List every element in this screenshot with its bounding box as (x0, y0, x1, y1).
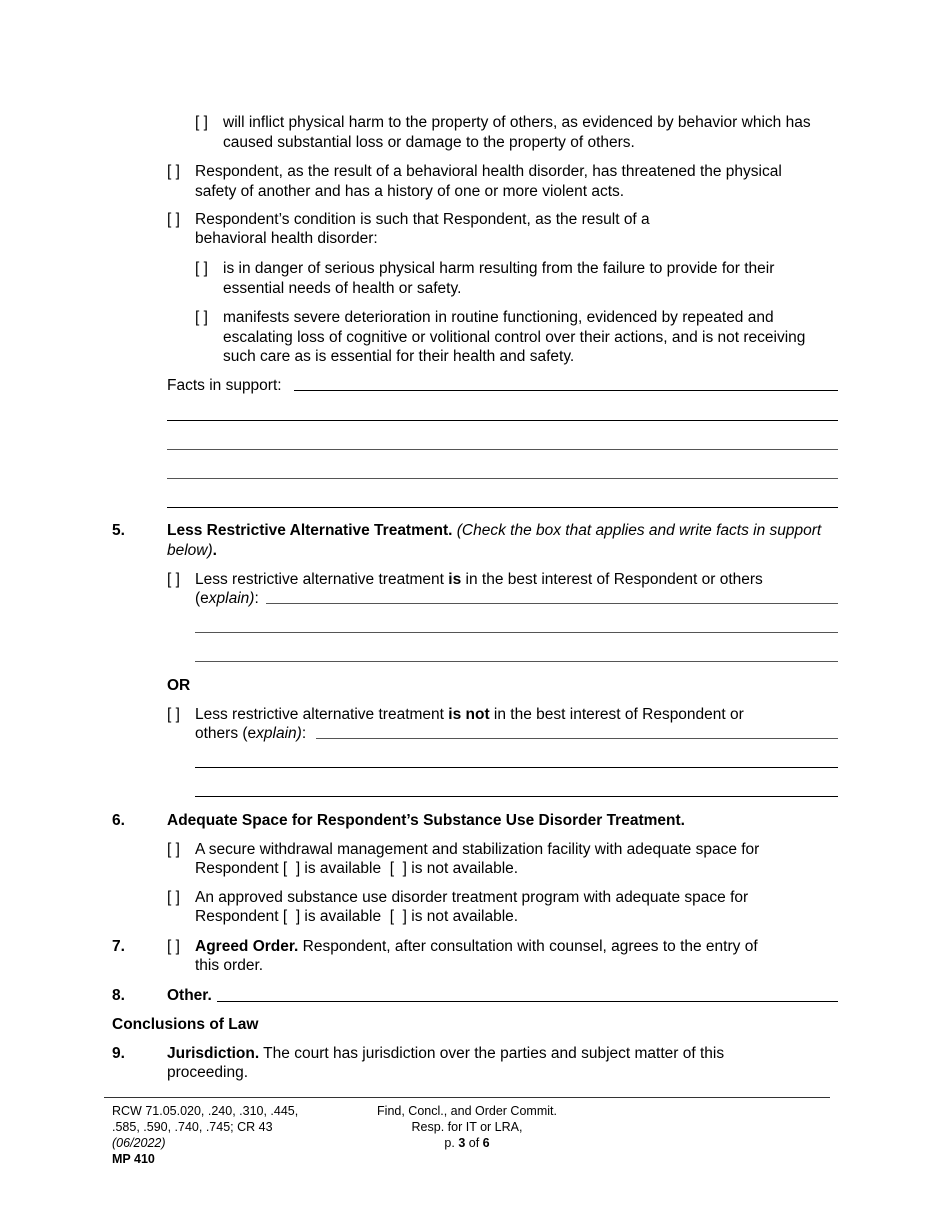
lra-best-interest-explain-pre: (e (195, 590, 209, 607)
lra-not-best-interest-text (195, 705, 744, 725)
section-7-number: 7. (112, 938, 125, 955)
lra-best-interest-explain-post: : (254, 590, 259, 607)
lra-best-interest-line-3[interactable] (195, 661, 838, 662)
section-8-title: Other. (167, 987, 212, 1004)
agreed-order-line1 (195, 937, 758, 957)
danger-text: is in danger of serious physical harm resulting from the failure to provide for their essential needs of health or safety. (223, 260, 775, 297)
footer-page-total: 6 (482, 1136, 490, 1150)
facts-line-4[interactable] (167, 478, 838, 479)
agreed-order-title: Agreed Order. (195, 938, 299, 955)
or-label: OR (167, 677, 191, 694)
property-harm-text: will inflict physical harm to the property of others, as evidenced by behavior which has caused substantial loss or damage to the property of others. (223, 114, 811, 151)
facts-line-5[interactable] (167, 507, 838, 508)
lra-not-best-interest-bold: is not (448, 706, 490, 723)
lra-best-interest-text (195, 570, 763, 590)
footer-title-line2: Resp. for IT or LRA, (411, 1120, 523, 1134)
section-5-instruction: (Check the box that applies and write facts in support below) (167, 522, 822, 559)
lra-best-interest-checkbox[interactable]: [ ] (167, 571, 180, 588)
condition-text-line2: behavioral health disorder: (195, 230, 378, 247)
agreed-order-text: Respondent, after consultation with counsel, agrees to the entry of (298, 938, 758, 955)
agreed-order-line2: this order. (195, 957, 264, 974)
deterioration-text: manifests severe deterioration in routine functioning, evidenced by repeated and escalating loss of cognitive or volitional control over their actions, and is not receiving such care as is essential for their health and safety. (223, 309, 806, 365)
conclusions-of-law-heading: Conclusions of Law (112, 1016, 259, 1033)
lra-best-interest-bold: is (448, 571, 462, 588)
other-line[interactable] (217, 1001, 838, 1002)
sud-program-line1: An approved substance use disorder treatment program with adequate space for (195, 889, 749, 906)
footer-title-line1: Find, Concl., and Order Commit. (377, 1104, 557, 1118)
condition-checkbox[interactable]: [ ] (167, 211, 180, 228)
lra-not-best-interest-explain-post: : (301, 725, 307, 742)
section-5-title: Less Restrictive Alternative Treatment. (167, 522, 453, 539)
facts-line-1[interactable] (294, 390, 838, 391)
lra-best-interest-explain (195, 589, 259, 609)
jurisdiction-line1 (167, 1044, 724, 1064)
withdrawal-facility-line2: Respondent [ ] is available [ ] is not available. (195, 860, 519, 877)
lra-not-best-interest-explain (195, 724, 306, 744)
lra-best-interest-post: in the best interest of Respondent or others (461, 571, 763, 588)
facts-line-2[interactable] (167, 420, 838, 421)
danger-checkbox[interactable]: [ ] (195, 260, 208, 277)
footer-page-pre: p. (444, 1136, 459, 1150)
section-8-number: 8. (112, 987, 125, 1004)
section-9-number: 9. (112, 1045, 125, 1062)
footer-divider (104, 1097, 830, 1098)
jurisdiction-line2: proceeding. (167, 1064, 249, 1081)
footer-left (112, 1103, 298, 1167)
section-5-heading (167, 521, 837, 560)
withdrawal-facility-checkbox[interactable]: [ ] (167, 841, 180, 858)
footer-page-mid: of (465, 1136, 483, 1150)
jurisdiction-text: The court has jurisdiction over the parties and subject matter of this (259, 1045, 725, 1062)
facts-in-support-label: Facts in support: (167, 377, 282, 394)
footer-form-number: MP 410 (112, 1152, 155, 1166)
facts-line-3[interactable] (167, 449, 838, 450)
sud-program-line2: Respondent [ ] is available [ ] is not available. (195, 908, 519, 925)
section-6-number: 6. (112, 812, 125, 829)
footer-rcw-line2: .585, .590, .740, .745; CR 43 (112, 1120, 273, 1134)
sud-program-checkbox[interactable]: [ ] (167, 889, 180, 906)
lra-not-best-interest-explain-ital: xplain) (256, 725, 302, 742)
lra-not-best-interest-pre: Less restrictive alternative treatment (195, 706, 449, 723)
footer-center (347, 1103, 587, 1151)
deterioration-checkbox[interactable]: [ ] (195, 309, 208, 326)
jurisdiction-title: Jurisdiction. (167, 1045, 260, 1062)
threatened-text: Respondent, as the result of a behavioral health disorder, has threatened the physical safety of another and has a history of one or more violent acts. (195, 163, 782, 200)
section-5-instruction-end: . (212, 541, 217, 559)
lra-best-interest-line-2[interactable] (195, 632, 838, 633)
property-harm-checkbox[interactable]: [ ] (195, 114, 208, 131)
section-6-title: Adequate Space for Respondent’s Substance Use Disorder Treatment. (167, 812, 685, 829)
footer-rcw-line1: RCW 71.05.020, .240, .310, .445, (112, 1104, 299, 1118)
lra-not-best-interest-line-1[interactable] (316, 738, 838, 739)
lra-best-interest-line-1[interactable] (266, 603, 838, 604)
condition-text-line1: Respondent’s condition is such that Respondent, as the result of a (195, 211, 650, 228)
lra-best-interest-explain-ital: xplain) (208, 590, 255, 607)
footer-page-number (347, 1135, 587, 1151)
footer-date: (06/2022) (112, 1136, 166, 1150)
lra-not-best-interest-checkbox[interactable]: [ ] (167, 706, 180, 723)
lra-best-interest-pre: Less restrictive alternative treatment (195, 571, 449, 588)
footer-page-current: 3 (458, 1136, 466, 1150)
withdrawal-facility-line1: A secure withdrawal management and stabilization facility with adequate space for (195, 841, 760, 858)
threatened-checkbox[interactable]: [ ] (167, 163, 180, 180)
lra-not-best-interest-line2-pre: others (e (195, 725, 257, 742)
lra-not-best-interest-line-3[interactable] (195, 796, 838, 797)
section-5-number: 5. (112, 522, 125, 539)
lra-not-best-interest-post: in the best interest of Respondent or (489, 706, 744, 723)
agreed-order-checkbox[interactable]: [ ] (167, 938, 180, 955)
lra-not-best-interest-line-2[interactable] (195, 767, 838, 768)
